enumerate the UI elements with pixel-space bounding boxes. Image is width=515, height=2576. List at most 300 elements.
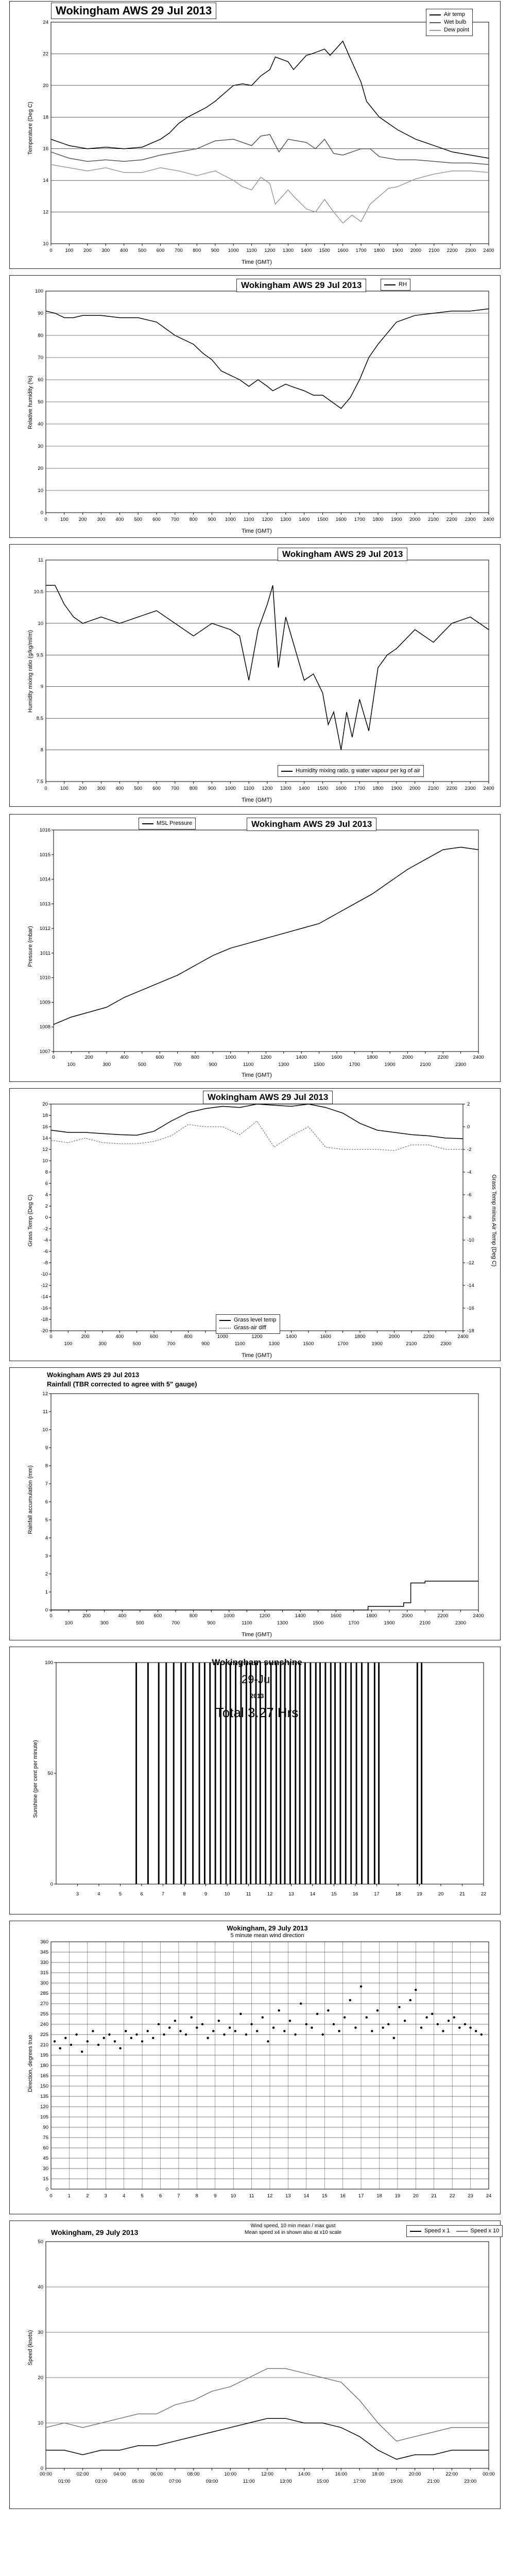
sunshine-bar [361,1663,363,1884]
mixing-ratio-plot-area [46,560,489,782]
pressure-x-tick-label: 2100 [420,1062,431,1067]
grass-temp-x-tick-label: 1500 [303,1341,314,1347]
legend-item-speed-x1: Speed x 1 [410,2227,450,2235]
sunshine-bar [421,1663,422,1884]
sunshine-y-axis-label: Sunshine (per cent per minute) [32,1740,39,1818]
humidity-x-tick-label: 600 [152,517,161,522]
wind-direction-point [327,2009,329,2011]
mixing-ratio-chart-title: Wokingham AWS 29 Jul 2013 [278,548,407,561]
pressure-x-tick-label: 1700 [349,1062,360,1067]
rainfall-y-tick-label: 7 [45,1481,48,1487]
wind-speed-y-tick-label: 50 [38,2239,43,2245]
pressure-x-tick-label: 1000 [225,1055,236,1060]
temperature-x-tick-label: 2200 [447,248,458,253]
humidity-x-tick-label: 1100 [243,517,254,522]
wind-speed-x-tick-label: 09:00 [205,2479,218,2484]
wind-direction-point [366,2016,368,2018]
grass-temp-plot-area [51,1104,463,1331]
temperature-x-tick-label: 1700 [355,248,367,253]
sunshine-x-tick-label: 10 [224,1891,230,1897]
wind-speed-x-tick-label: 21:00 [427,2479,440,2484]
dew-point-line [51,164,489,223]
mixing-ratio-x-tick-label: 1700 [354,786,365,791]
wind-direction-x-tick-label: 0 [49,2193,53,2199]
pressure-x-tick-label: 1100 [243,1062,254,1067]
wind-direction-y-tick-label: 0 [45,2187,48,2192]
wind-direction-point [338,2030,340,2032]
temperature-y-tick-label: 12 [43,209,48,215]
wind-direction-point [196,2026,198,2028]
wind-direction-x-tick-label: 14 [303,2193,310,2199]
humidity-x-axis-label: Time (GMT) [242,528,272,534]
wind-speed-y-tick-label: 10 [38,2420,43,2426]
humidity-y-tick-label: 20 [38,466,43,471]
pressure-x-tick-label: 1800 [367,1055,378,1060]
pressure-y-tick-label: 1011 [40,950,50,956]
wind-direction-point [322,2033,324,2036]
rainfall-x-tick-label: 1900 [384,1620,395,1626]
grass-temp-x-tick-label: 1100 [234,1341,245,1347]
mixing-ratio-x-tick-label: 700 [170,786,179,791]
wind-speed-x-tick-label: 00:00 [483,2471,495,2477]
sunshine-x-tick-label: 22 [480,1891,487,1897]
wind-direction-x-tick-label: 16 [340,2193,346,2199]
mixing-ratio-x-tick-label: 1300 [280,786,291,791]
wind-direction-point [75,2033,77,2036]
wind-direction-point [393,2037,395,2039]
grass-temp-x-tick-label: 300 [98,1341,107,1347]
wind-direction-point [480,2033,483,2036]
mixing-ratio-x-tick-label: 600 [152,786,161,791]
mixing-ratio-y-tick-label: 9.5 [36,652,43,658]
temperature-y-tick-label: 14 [43,178,48,184]
wind-speed-x-tick-label: 17:00 [353,2479,366,2484]
humidity-x-tick-label: 2200 [446,517,457,522]
wind-direction-point [316,2013,318,2015]
rainfall-x-tick-label: 1300 [277,1620,288,1626]
sunshine-x-tick-label: 19 [417,1891,422,1897]
mixing-ratio-x-tick-label: 400 [115,786,124,791]
wind-direction-x-tick-label: 10 [230,2193,236,2199]
temperature-x-tick-label: 1500 [319,248,330,253]
grass-temp-x-tick-label: 2100 [406,1341,417,1347]
wind-direction-y-tick-label: 315 [40,1970,48,1976]
sunshine-x-tick-label: 16 [352,1891,358,1897]
temperature-x-tick-label: 300 [101,248,110,253]
humidity-y-tick-label: 80 [38,333,43,338]
wind-direction-x-tick-label: 12 [267,2193,273,2199]
wind-direction-point [207,2037,209,2039]
wind-direction-point [212,2030,214,2032]
humidity-x-tick-label: 1500 [317,517,329,522]
wind-direction-y-tick-label: 330 [40,1960,48,1965]
grass-temp-x-tick-label: 2000 [389,1334,400,1340]
rainfall-x-tick-label: 2400 [473,1613,484,1619]
wind-direction-y-tick-label: 225 [40,2032,48,2038]
grass-temp-y-tick-label: -20 [41,1328,48,1334]
wind-direction-point [448,2020,450,2022]
wind-direction-y-tick-label: 345 [40,1950,48,1955]
wind-speed-x-tick-label: 00:00 [40,2471,52,2477]
wind-direction-point [278,2009,280,2011]
temperature-x-tick-label: 2400 [483,248,494,253]
wind-direction-x-tick-label: 13 [285,2193,291,2199]
speed-x10-line [46,2368,489,2441]
pressure-legend [139,818,196,829]
mixing-ratio-y-tick-label: 10.5 [33,589,43,595]
rainfall-chart-panel [9,1367,501,1640]
sunshine-x-tick-label: 14 [310,1891,316,1897]
grass-temp-x-axis-label: Time (GMT) [242,1352,272,1359]
rainfall-chart-subtitle: Rainfall (TBR corrected to agree with 5" gauge) [47,1380,197,1388]
rainfall-x-tick-label: 800 [189,1613,198,1619]
rainfall-y-tick-label: 4 [45,1535,48,1541]
rainfall-y-tick-label: 10 [42,1427,48,1433]
grass-temp-chart-panel [9,1088,501,1361]
wind-speed-chart-title: Wokingham, 29 July 2013 [51,2228,139,2236]
temperature-x-tick-label: 1200 [264,248,276,253]
mixing-ratio-x-tick-label: 1500 [317,786,329,791]
sunshine-bar [173,1663,175,1884]
sunshine-y-tick-label: 50 [47,1771,53,1776]
rainfall-y-axis-label: Rainfall accumulation (mm) [27,1465,33,1534]
wind-direction-x-tick-label: 24 [486,2193,492,2199]
temperature-y-tick-label: 16 [43,146,48,152]
mixing-ratio-x-tick-label: 800 [189,786,198,791]
grass-temp-x-tick-label: 2300 [440,1341,452,1347]
pressure-y-tick-label: 1010 [39,975,50,981]
wind-direction-point [119,2047,121,2049]
pressure-x-tick-label: 1200 [260,1055,272,1060]
mixing-ratio-x-tick-label: 1100 [243,786,254,791]
wind-direction-point [141,2040,143,2042]
legend-item-dew-point: Dew point [430,26,469,34]
humidity-x-tick-label: 1000 [225,517,236,522]
pressure-x-tick-label: 1300 [278,1062,289,1067]
wind-direction-x-tick-label: 21 [431,2193,437,2199]
sunshine-chart-panel [9,1647,501,1914]
rainfall-x-tick-label: 1600 [330,1613,341,1619]
mixing-ratio-x-tick-label: 1400 [299,786,310,791]
rainfall-x-tick-label: 2300 [455,1620,466,1626]
grass-temp-y-tick-label: -16 [41,1306,48,1311]
rainfall-x-tick-label: 0 [49,1613,53,1619]
wind-direction-chart [10,1921,501,2215]
wind-speed-x-tick-label: 14:00 [298,2471,311,2477]
speed-x1-line [46,2418,489,2459]
pressure-x-axis-label: Time (GMT) [242,1072,272,1078]
wind-direction-y-tick-label: 105 [40,2114,48,2120]
mixing-ratio-x-tick-label: 1800 [372,786,384,791]
wind-speed-x-tick-label: 23:00 [464,2479,477,2484]
grass-temp-y-tick-label: 14 [42,1136,48,1141]
legend-item-speed-x10: Speed x 10 [456,2227,500,2235]
rainfall-x-tick-label: 300 [100,1620,109,1626]
humidity-x-tick-label: 2000 [409,517,421,522]
wind-direction-point [223,2033,225,2036]
grass-temp-right-y-tick-label: -4 [467,1170,472,1175]
sunshine-x-tick-label: 7 [161,1891,165,1897]
wind-direction-point [344,2016,346,2018]
humidity-x-tick-label: 800 [189,517,198,522]
grass-temp-x-tick-label: 1800 [354,1334,366,1340]
rainfall-chart-title: Wokingham AWS 29 Jul 2013 [47,1371,140,1379]
humidity-x-tick-label: 1400 [299,517,310,522]
rainfall-x-tick-label: 100 [64,1620,73,1626]
grass-temp-y-tick-label: -2 [43,1226,48,1232]
rainfall-y-tick-label: 2 [45,1571,48,1577]
grass-temp-y-tick-label: 20 [42,1101,48,1107]
grass-temp-y-tick-label: 4 [45,1192,48,1198]
wind-direction-point [87,2040,89,2042]
grass-temp-x-tick-label: 400 [115,1334,124,1340]
humidity-x-tick-label: 1700 [354,517,365,522]
wind-direction-point [97,2044,99,2046]
pressure-x-tick-label: 900 [209,1062,217,1067]
humidity-x-tick-label: 1200 [262,517,273,522]
humidity-x-tick-label: 1300 [280,517,291,522]
wind-direction-point [349,1999,351,2001]
grass-temp-chart-title: Wokingham AWS 29 Jul 2013 [203,1091,333,1104]
temperature-y-tick-label: 18 [43,114,48,121]
legend-item-grass-air-diff: Grass-air diff [219,1324,277,1332]
grass-temp-x-tick-label: 700 [167,1341,176,1347]
rh-line [46,309,489,409]
temperature-x-tick-label: 700 [174,248,183,253]
pressure-x-tick-label: 2200 [437,1055,449,1060]
temperature-y-tick-label: 22 [43,51,48,57]
grass-temp-y-tick-label: -4 [43,1238,48,1243]
wind-speed-chart-panel [9,2221,501,2509]
pressure-x-tick-label: 1500 [314,1062,325,1067]
rainfall-y-tick-label: 11 [43,1409,48,1415]
sunshine-total-label: Total 3.27 Hrs [215,1705,299,1720]
wind-direction-x-tick-label: 20 [413,2193,419,2199]
sunshine-bar [334,1663,336,1884]
wind-direction-point [420,2026,422,2028]
humidity-x-tick-label: 1600 [335,517,347,522]
rainfall-x-tick-label: 1500 [313,1620,324,1626]
wind-direction-point [168,2026,170,2028]
grass-air-diff-line [51,1121,463,1150]
temperature-x-axis-label: Time (GMT) [242,259,272,265]
grass-temp-x-tick-label: 1600 [320,1334,331,1340]
mixing-ratio-x-tick-label: 100 [60,786,68,791]
wind-speed-x-tick-label: 10:00 [224,2471,237,2477]
wind-direction-y-tick-label: 255 [40,2011,48,2017]
wind-speed-x-tick-label: 08:00 [187,2471,200,2477]
mixing-ratio-y-tick-label: 8.5 [36,716,43,722]
sunshine-x-tick-label: 18 [395,1891,401,1897]
wind-direction-point [108,2033,110,2036]
pressure-x-tick-label: 600 [156,1055,164,1060]
temperature-y-tick-label: 10 [43,241,48,247]
pressure-x-tick-label: 800 [191,1055,199,1060]
grass-temp-x-tick-label: 1400 [286,1334,297,1340]
humidity-x-tick-label: 1900 [391,517,402,522]
grass-temp-y-tick-label: 12 [42,1147,48,1153]
humidity-y-tick-label: 50 [38,399,43,405]
rainfall-x-tick-label: 1700 [348,1620,359,1626]
wind-direction-y-tick-label: 30 [43,2166,48,2172]
humidity-y-tick-label: 60 [38,377,43,383]
grass-temp-x-tick-label: 0 [49,1334,53,1340]
pressure-chart [10,815,501,1082]
grass-temp-right-y-tick-label: -2 [467,1147,472,1153]
mixing-ratio-x-axis-label: Time (GMT) [242,797,272,803]
wind-direction-point [464,2023,466,2025]
pressure-x-tick-label: 400 [120,1055,129,1060]
wind-direction-point [234,2030,236,2032]
sunshine-date-label: 29-Jul [242,1673,272,1686]
grass-temp-right-y-tick-label: 0 [467,1124,470,1130]
mixing-ratio-x-tick-label: 1900 [391,786,402,791]
mixing-ratio-x-tick-label: 500 [134,786,143,791]
wind-speed-x-tick-label: 18:00 [372,2471,384,2477]
grass-temp-x-tick-label: 500 [132,1341,141,1347]
wind-speed-plot-area [46,2242,489,2468]
humidity-y-tick-label: 100 [35,289,43,294]
humidity-x-tick-label: 2400 [483,517,494,522]
grass-temp-y-tick-label: -14 [41,1294,48,1300]
wind-direction-point [158,2023,160,2025]
pressure-x-tick-label: 1600 [331,1055,342,1060]
wind-direction-y-tick-label: 60 [43,2145,48,2151]
grass-temp-x-tick-label: 600 [150,1334,158,1340]
wind-speed-x-tick-label: 22:00 [445,2471,458,2477]
mixing-ratio-x-tick-label: 2000 [409,786,421,791]
humidity-y-tick-label: 90 [38,311,43,316]
sunshine-bar [356,1663,357,1884]
grass-temp-y-tick-label: 0 [45,1215,48,1221]
temperature-y-tick-label: 20 [43,82,48,89]
grass-temp-right-y-tick-label: -8 [467,1215,472,1221]
wind-direction-point [294,2033,296,2036]
wind-speed-x-tick-label: 07:00 [168,2479,181,2484]
grass-temp-right-y-tick-label: -18 [467,1328,474,1334]
sunshine-bar [374,1663,375,1884]
sunshine-x-tick-label: 6 [140,1891,143,1897]
humidity-y-tick-label: 30 [38,444,43,449]
wind-direction-y-tick-label: 45 [43,2156,48,2161]
humidity-legend [381,279,410,291]
temperature-x-tick-label: 1400 [301,248,312,253]
wind-speed-y-tick-label: 30 [38,2330,43,2335]
sunshine-y-tick-label: 100 [45,1660,53,1666]
wind-speed-legend [406,2225,503,2237]
wind-direction-point [360,1985,362,1987]
grass-temp-y-tick-label: 18 [42,1113,48,1118]
wind-direction-point [250,2023,252,2025]
humidity-x-tick-label: 0 [44,517,47,522]
wind-speed-x-tick-label: 01:00 [58,2479,71,2484]
wind-direction-point [239,2013,242,2015]
wind-speed-x-tick-label: 11:00 [243,2479,255,2484]
wind-direction-y-tick-label: 90 [43,2125,48,2130]
mixing-ratio-x-tick-label: 0 [44,786,47,791]
wind-speed-x-tick-label: 05:00 [132,2479,145,2484]
pressure-y-tick-label: 1008 [39,1024,50,1030]
grass-temp-x-tick-label: 1000 [217,1334,228,1340]
wind-direction-point [398,2006,400,2008]
pressure-y-tick-label: 1016 [39,827,50,833]
wind-direction-point [130,2037,132,2039]
mixing-ratio-line [46,585,489,750]
humidity-x-tick-label: 2100 [427,517,439,522]
temperature-x-tick-label: 400 [119,248,128,253]
wind-speed-x-tick-label: 03:00 [95,2479,108,2484]
humidity-y-tick-label: 10 [38,488,43,494]
sunshine-x-tick-label: 8 [183,1891,186,1897]
pressure-y-tick-label: 1007 [39,1049,50,1055]
temperature-x-tick-label: 2000 [410,248,421,253]
sunshine-x-tick-label: 12 [267,1891,273,1897]
wind-speed-chart-subtitle-2: Mean speed x4 in shown also at x10 scale [245,2230,341,2235]
humidity-chart-panel [9,275,501,538]
wind-direction-y-tick-label: 165 [40,2073,48,2079]
wind-direction-y-tick-label: 360 [40,1939,48,1945]
wind-direction-point [54,2040,56,2042]
grass-temp-x-tick-label: 200 [81,1334,90,1340]
rainfall-plot-area [51,1394,478,1610]
rainfall-line [51,1581,478,1610]
wind-direction-x-tick-label: 18 [376,2193,382,2199]
humidity-y-tick-label: 0 [40,510,43,516]
mixing-ratio-y-tick-label: 9 [40,684,43,690]
pressure-y-tick-label: 1015 [39,852,50,858]
temperature-x-tick-label: 800 [193,248,201,253]
wet-bulb-line [51,134,489,164]
grass-temp-y-tick-label: 2 [45,1204,48,1209]
grass-temp-right-y-tick-label: -10 [467,1238,474,1243]
wind-direction-point [333,2023,335,2025]
wind-direction-point [179,2030,181,2032]
pressure-x-tick-label: 2000 [402,1055,414,1060]
wind-direction-point [442,2030,444,2032]
wind-direction-point [458,2026,460,2028]
wind-direction-y-axis-label: Direction, degrees true [27,2035,33,2092]
rainfall-y-tick-label: 12 [42,1391,48,1397]
sunshine-bar [417,1663,418,1884]
sunshine-bar [158,1663,160,1884]
temperature-x-tick-label: 100 [65,248,74,253]
wind-direction-point [475,2030,477,2032]
temperature-y-tick-label: 24 [43,20,48,25]
pressure-y-tick-label: 1012 [39,926,50,932]
pressure-chart-title: Wokingham AWS 29 Jul 2013 [247,818,376,831]
wind-direction-point [354,2026,356,2028]
wind-speed-x-tick-label: 12:00 [261,2471,273,2477]
pressure-y-axis-label: Pressure (mbar) [27,926,33,967]
wind-direction-point [81,2050,83,2053]
humidity-x-tick-label: 1800 [372,517,384,522]
rainfall-x-tick-label: 2100 [419,1620,431,1626]
grass-temp-x-tick-label: 900 [201,1341,210,1347]
wind-direction-x-tick-label: 17 [358,2193,364,2199]
wind-direction-y-tick-label: 210 [40,2042,48,2048]
grass-temp-y-tick-label: -6 [43,1249,48,1255]
sunshine-x-tick-label: 5 [118,1891,122,1897]
humidity-x-tick-label: 100 [60,517,68,522]
grass-temp-legend [216,1314,280,1334]
wind-direction-x-tick-label: 11 [249,2193,254,2199]
mixing-ratio-y-tick-label: 8 [40,747,43,753]
legend-item-air-temp: Air temp [430,11,469,19]
air-temp-line [51,41,489,158]
wind-direction-x-tick-label: 5 [141,2193,144,2199]
wind-direction-x-tick-label: 23 [468,2193,473,2199]
temperature-plot-area [51,22,489,244]
